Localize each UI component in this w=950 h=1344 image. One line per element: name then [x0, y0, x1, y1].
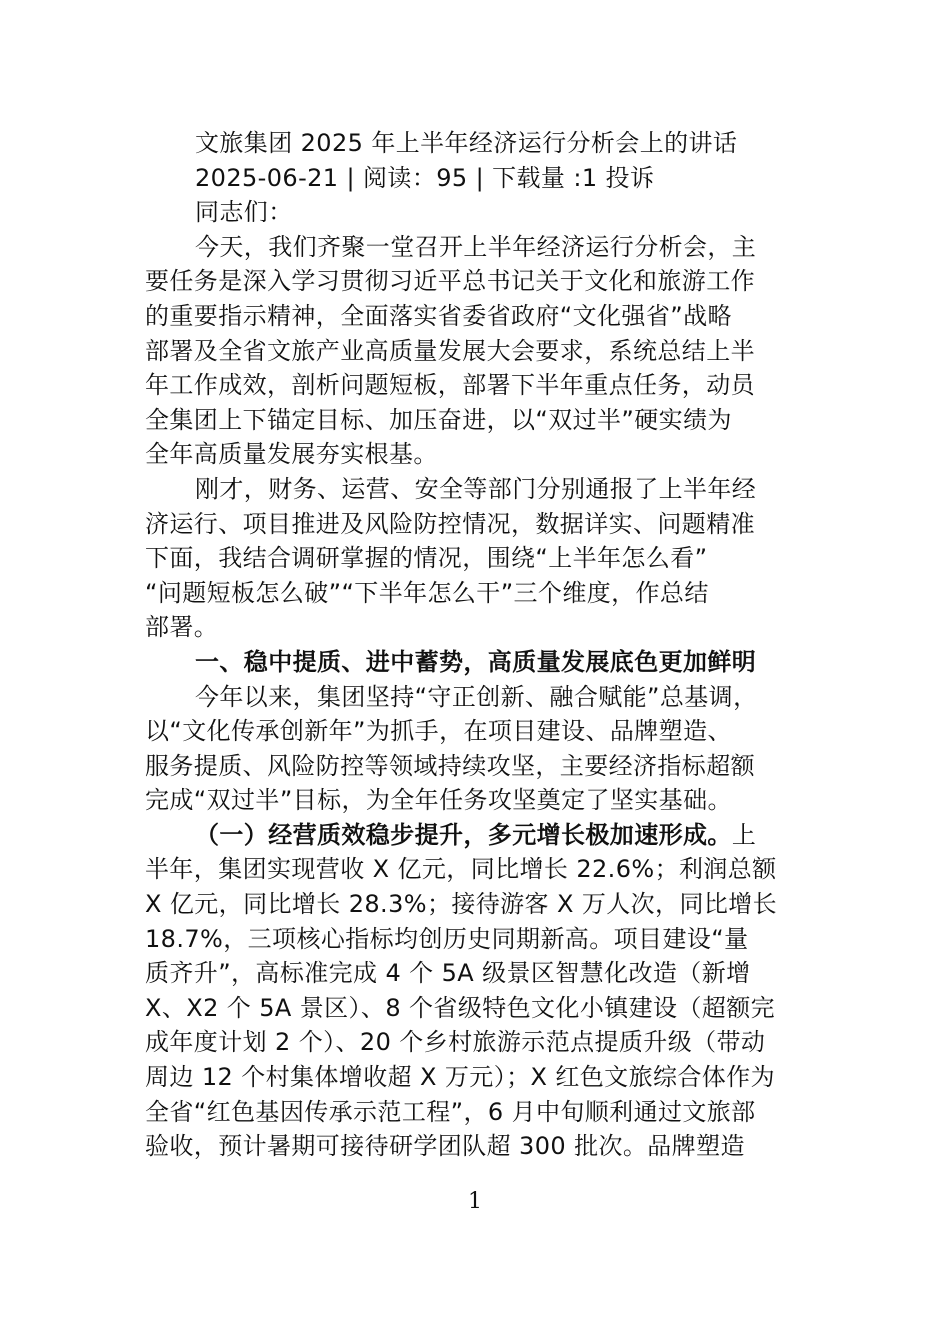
paragraph-line: 周边 12 个村集体增收超 X 万元）；X 红色文旅综合体作为 — [145, 1063, 775, 1092]
paragraph-line: 完成“双过半”目标，为全年任务攻坚奠定了坚实基础。 — [145, 786, 732, 815]
paragraph-line: 以“文化传承创新年”为抓手，在项目建设、品牌塑造、 — [145, 717, 732, 746]
paragraph-line: 下面，我结合调研掌握的情况，围绕“上半年怎么看” — [145, 544, 708, 573]
read-count: 阅读：95 — [363, 163, 468, 192]
paragraph-line: 的重要指示精神，全面落实省委省政府“文化强省”战略 — [145, 301, 732, 330]
page-number: 1 — [468, 1189, 482, 1214]
meta-separator: | — [475, 163, 493, 192]
paragraph-line: 全年高质量发展夯实根基。 — [145, 440, 438, 469]
paragraph-line: 验收，预计暑期可接待研学团队超 300 批次。品牌塑造 — [145, 1132, 745, 1161]
paragraph-line: 成年度计划 2 个）、20 个乡村旅游示范点提质升级（带动 — [145, 1028, 766, 1057]
paragraph-line: “问题短板怎么破”“下半年怎么干”三个维度，作总结 — [145, 578, 709, 607]
paragraph-line: 半年，集团实现营收 X 亿元，同比增长 22.6%；利润总额 — [145, 855, 777, 884]
document-meta — [145, 161, 835, 196]
paragraph-line: 18.7%，三项核心指标均创历史同期新高。项目建设“量 — [145, 924, 749, 953]
paragraph-line: 全省“红色基因传承示范工程”，6 月中旬顺利通过文旅部 — [145, 1097, 756, 1126]
paragraph-text: 上 — [731, 820, 757, 849]
paragraph-line: 年工作成效，剖析问题短板，部署下半年重点任务，动员 — [145, 371, 755, 400]
subsection-line — [145, 818, 835, 853]
meta-separator: | — [346, 163, 364, 192]
paragraph-line: 要任务是深入学习贯彻习近平总书记关于文化和旅游工作 — [145, 267, 755, 296]
paragraph-line: 今天，我们齐聚一堂召开上半年经济运行分析会，主 — [195, 232, 757, 261]
paragraph-line: X、X2 个 5A 景区）、8 个省级特色文化小镇建设（超额完 — [145, 993, 776, 1022]
paragraph-line: 今年以来，集团坚持“守正创新、融合赋能”总基调， — [195, 682, 758, 711]
publish-date: 2025-06-21 — [195, 163, 339, 192]
paragraph-line: 部署及全省文旅产业高质量发展大会要求，系统总结上半 — [145, 336, 755, 365]
document-title: 文旅集团 2025 年上半年经济运行分析会上的讲话 — [195, 129, 738, 157]
paragraph-line: 服务提质、风险防控等领域持续攻坚，主要经济指标超额 — [145, 751, 755, 780]
paragraph-line: X 亿元，同比增长 28.3%；接待游客 X 万人次，同比增长 — [145, 890, 778, 919]
section-heading: 一、稳中提质、进中蓄势，高质量发展底色更加鲜明 — [195, 647, 757, 676]
paragraph-line: 质齐升”，高标准完成 4 个 5A 级景区智慧化改造（新增 — [145, 959, 751, 988]
subsection-heading: （一）经营质效稳步提升，多元增长极加速形成。 — [195, 820, 732, 849]
paragraph-line: 部署。 — [145, 613, 219, 642]
paragraph-line: 刚才，财务、运营、安全等部门分别通报了上半年经 — [195, 474, 757, 503]
document-body — [145, 126, 835, 1164]
salutation: 同志们： — [195, 198, 293, 227]
report-link[interactable]: 投诉 — [605, 163, 655, 192]
download-count: 下载量 :1 — [492, 163, 598, 192]
paragraph-line: 全集团上下锚定目标、加压奋进，以“双过半”硬实绩为 — [145, 405, 732, 434]
paragraph-line: 济运行、项目推进及风险防控情况，数据详实、问题精准 — [145, 509, 755, 538]
